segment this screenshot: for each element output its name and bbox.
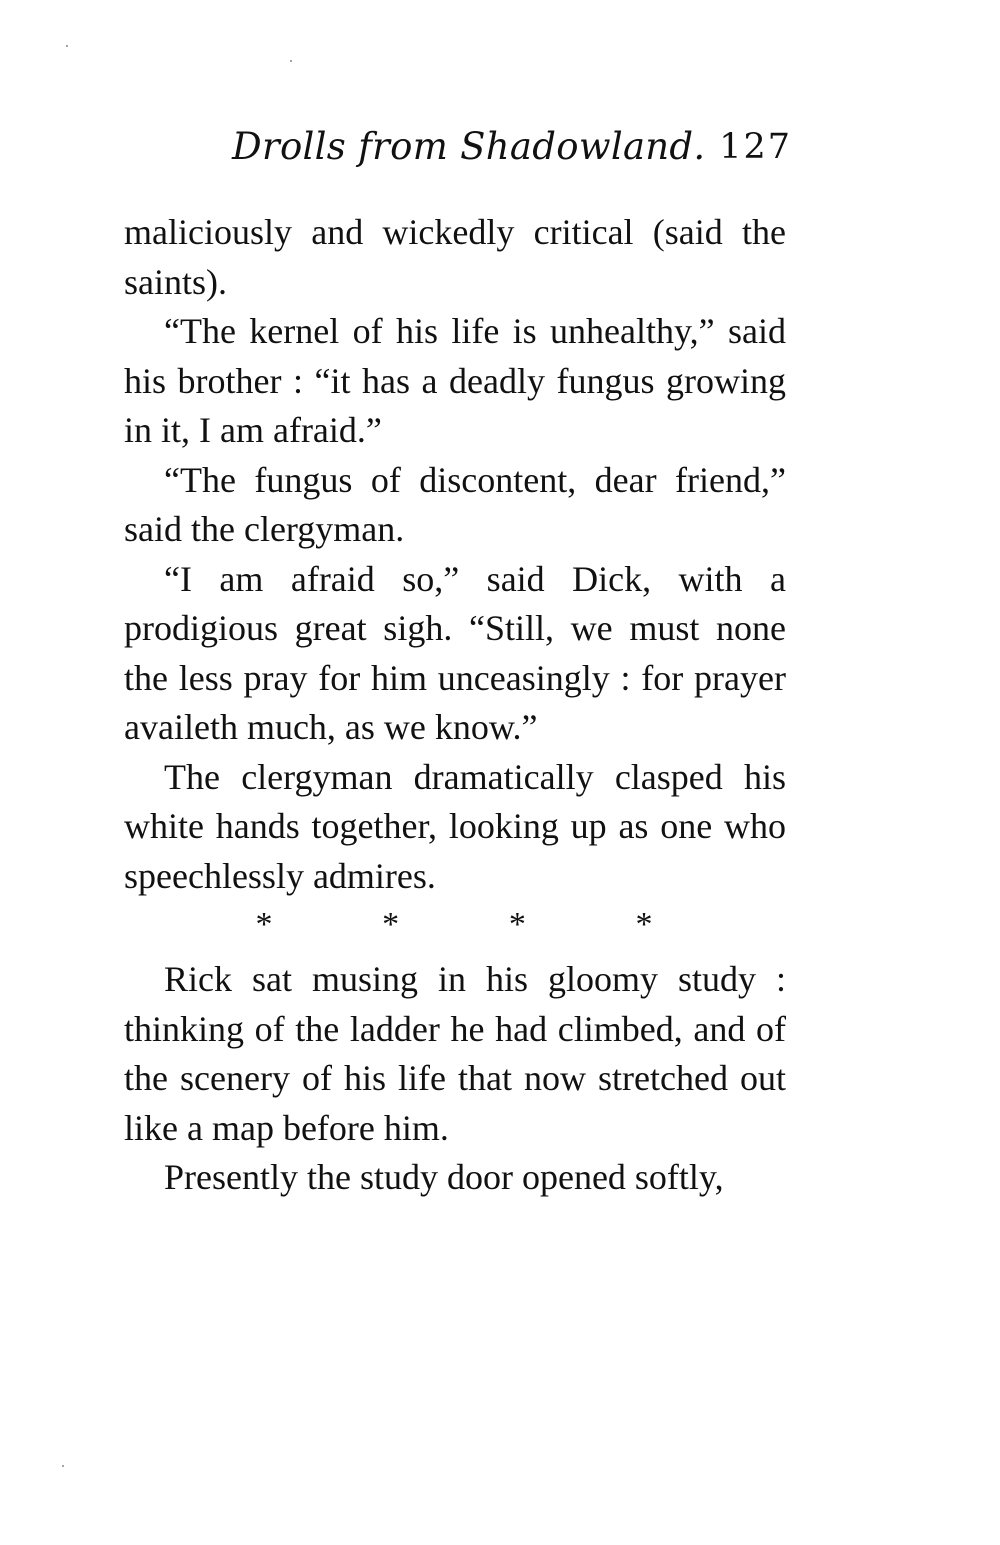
running-title: Drolls from Shadowland.	[232, 125, 706, 168]
section-break	[254, 905, 654, 945]
asterisk: *	[635, 906, 653, 943]
scan-speck	[62, 1465, 64, 1467]
asterisk: *	[255, 906, 273, 943]
paragraph: Rick sat musing in his gloomy study : thinking of the ladder he had climbed, and of the scenery of his life that now stretched out like a map before him.	[124, 959, 786, 1148]
running-header	[232, 125, 792, 175]
paragraph: “The kernel of his life is unhealthy,” said his brother : “it has a deadly fungus growing in it, I am afraid.”	[124, 311, 786, 450]
scan-speck	[66, 45, 68, 47]
scan-speck	[290, 60, 292, 62]
asterisk: *	[382, 906, 400, 943]
paragraph: “I am afraid so,” said Dick, with a prodigious great sigh. “Still, we must none the less pray for him unceasingly : for prayer availeth much, as we know.”	[124, 558, 786, 747]
asterisk: *	[508, 906, 526, 943]
page-number: 127	[719, 127, 792, 167]
paragraph: The clergyman dramatically clasped his white hands together, looking up as one who speechlessly admires.	[124, 756, 786, 896]
paragraph: “The fungus of discontent, dear friend,” said the clergyman.	[124, 459, 786, 549]
body-text	[124, 208, 786, 1203]
paragraph: maliciously and wickedly critical (said the saints).	[124, 212, 786, 302]
paragraph: Presently the study door opened softly,	[164, 1157, 724, 1197]
